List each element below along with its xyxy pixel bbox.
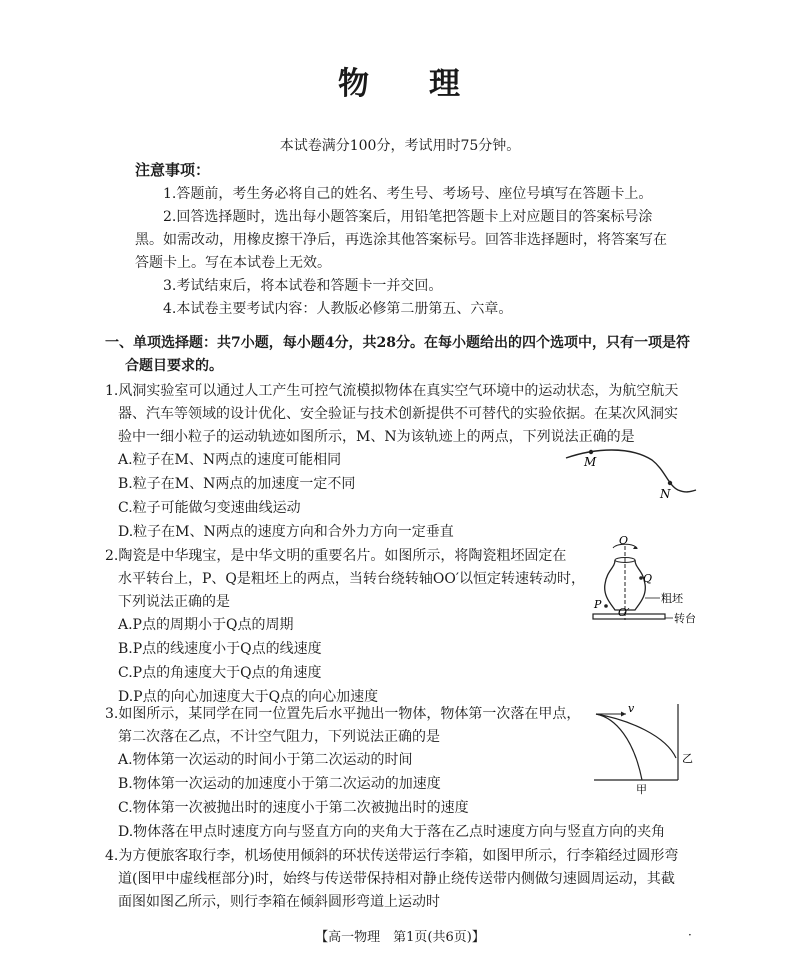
- title-char-2: 理: [429, 66, 462, 102]
- q2-pottery-figure: [585, 534, 700, 638]
- label-o-bottom: O′: [618, 606, 630, 619]
- section-heading-line-1: 一、单项选择题：共7小题，每小题4分，共28分。在每小题给出的四个选项中，只有一项是符: [105, 335, 690, 351]
- label-n: N: [660, 487, 671, 501]
- notice-item-1: 1.答题前，考生务必将自己的姓名、考生号、考场号、座位号填写在答题卡上。: [163, 186, 653, 202]
- notice-item-3: 3.考试结束后，将本试卷和答题卡一并交回。: [163, 278, 443, 294]
- q1-option-b: B.粒子在M、N两点的加速度一定不同: [118, 476, 356, 492]
- velocity-arrow-icon: [621, 712, 626, 717]
- q3-option-d: D.物体落在甲点时速度方向与竖直方向的夹角大于落在乙点时速度方向与竖直方向的夹角: [118, 824, 666, 840]
- q3-line-2: 第二次落在乙点，不计空气阻力，下列说法正确的是: [118, 729, 440, 745]
- notice-heading: 注意事项：: [135, 161, 211, 179]
- label-jia: 甲: [636, 783, 647, 796]
- q3-option-c: C.物体第一次被抛出时的速度小于第二次被抛出时的速度: [118, 800, 469, 816]
- label-blank: 粗坯: [661, 592, 683, 605]
- q1-line-1: 1.风洞实验室可以通过人工产生可控气流模拟物体在真实空气环境中的运动状态，为航空航天: [105, 383, 679, 399]
- label-m: M: [584, 455, 597, 469]
- title-char-1: 物: [338, 66, 371, 102]
- q3-line-1: 3.如图所示，某同学在同一位置先后水平抛出一物体，物体第一次落在甲点，: [105, 706, 581, 722]
- q4-line-3: 面图如图乙所示，则行李箱在倾斜圆形弯道上运动时: [118, 894, 440, 910]
- label-o-top: O: [619, 534, 629, 547]
- q1-trajectory-figure: [560, 440, 700, 505]
- trajectory-jia: [596, 714, 642, 780]
- q4-line-1: 4.为方便旅客取行李，机场使用倾斜的环状传送带运行李箱，如图甲所示，行李箱经过圆形弯: [105, 848, 679, 864]
- q2-option-a: A.P点的周期小于Q点的周期: [118, 617, 294, 633]
- q2-line-1: 2.陶瓷是中华瑰宝，是中华文明的重要名片。如图所示，将陶瓷粗坯固定在: [105, 548, 567, 564]
- label-yi: 乙: [682, 752, 693, 765]
- notice-item-2-line-1: 2.回答选择题时，选出每小题答案后，用铅笔把答题卡上对应题目的答案标号涂: [163, 209, 653, 225]
- section-heading-line-2: 合题目要求的。: [125, 358, 223, 374]
- label-v: v: [628, 702, 635, 715]
- label-turntable: 转台: [674, 612, 696, 625]
- q2-option-b: B.P点的线速度小于Q点的线速度: [118, 641, 322, 657]
- q1-line-2: 器、汽车等领域的设计优化、安全验证与技术创新提供不可替代的实验依据。在某次风洞实: [118, 406, 678, 422]
- exam-info: 本试卷满分100分，考试用时75分钟。: [279, 138, 521, 154]
- notice-item-4: 4.本试卷主要考试内容：人教版必修第二册第五、六章。: [163, 301, 513, 317]
- point-m: [589, 450, 593, 454]
- point-p: [604, 604, 608, 608]
- page-title: [0, 58, 800, 103]
- q1-line-3: 验中一细小粒子的运动轨迹如图所示，M、N为该轨迹上的两点，下列说法正确的是: [118, 429, 635, 445]
- point-n: [668, 481, 672, 485]
- q3-projectile-figure: [590, 700, 700, 795]
- corner-mark: ·: [688, 928, 692, 942]
- q2-option-c: C.P点的角速度大于Q点的角速度: [118, 665, 322, 681]
- trajectory-yi: [596, 714, 676, 758]
- q2-option-d: D.P点的向心加速度大于Q点的向心加速度: [118, 689, 379, 705]
- notice-item-2-line-2: 黑。如需改动，用橡皮擦干净后，再选涂其他答案标号。回答非选择题时，将答案写在: [135, 232, 667, 248]
- q2-line-2: 水平转台上，P、Q是粗坯上的两点，当转台绕转轴OO′以恒定转速转动时，: [118, 571, 586, 587]
- page-footer: 【高一物理 第1页(共6页)】: [315, 930, 485, 945]
- q1-option-a: A.粒子在M、N两点的速度可能相同: [118, 452, 342, 468]
- q1-option-d: D.粒子在M、N两点的速度方向和合外力方向一定垂直: [118, 524, 454, 540]
- notice-item-2-line-3: 答题卡上。写在本试卷上无效。: [135, 255, 331, 271]
- q4-line-2: 道(图甲中虚线框部分)时，始终与传送带保持相对静止绕传送带内侧做匀速圆周运动，其截: [118, 871, 675, 887]
- q2-line-3: 下列说法正确的是: [118, 594, 230, 610]
- q3-option-b: B.物体第一次运动的加速度小于第二次运动的加速度: [118, 776, 441, 792]
- label-p: P: [594, 598, 602, 611]
- q3-option-a: A.物体第一次运动的时间小于第二次运动的时间: [118, 752, 413, 768]
- q1-option-c: C.粒子可能做匀变速曲线运动: [118, 500, 301, 516]
- label-q: Q: [643, 572, 653, 585]
